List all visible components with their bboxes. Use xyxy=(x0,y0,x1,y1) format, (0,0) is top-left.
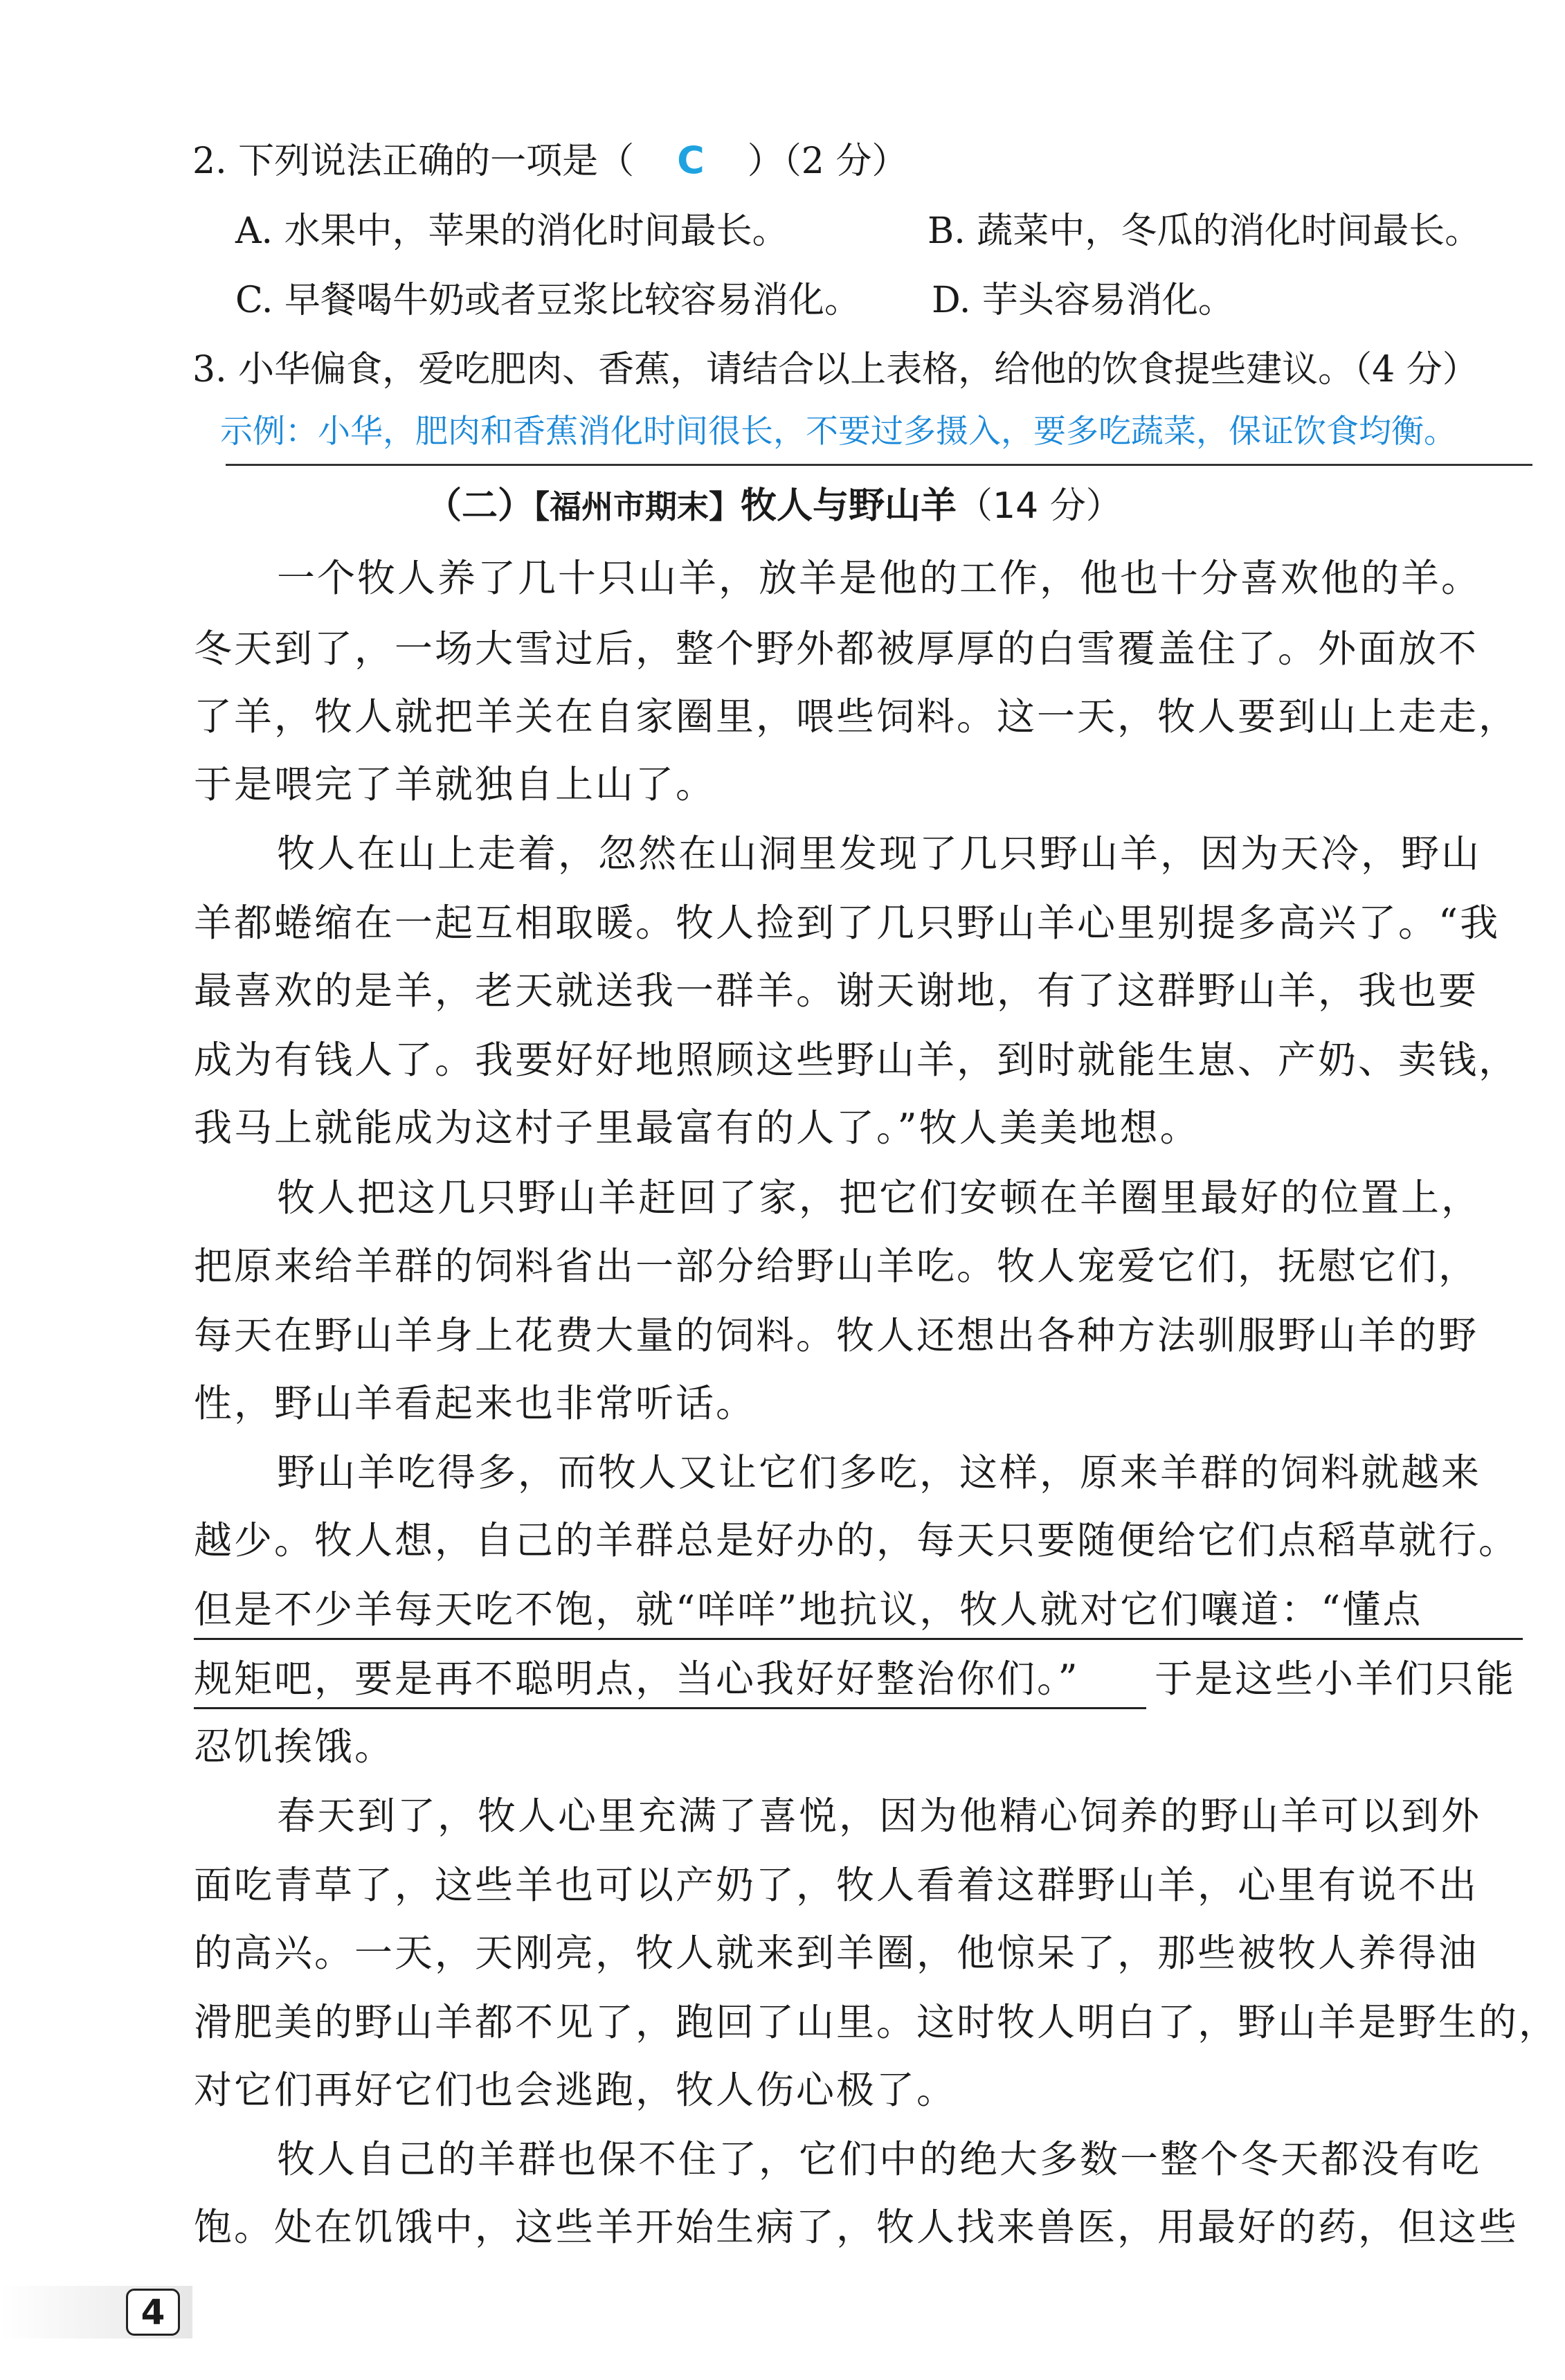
passage-line: 面吃青草了，这些羊也可以产奶了，牧人看着这群野山羊，心里有说不出 xyxy=(194,1863,1479,1907)
passage-line: 牧人在山上走着，忽然在山洞里发现了几只野山羊，因为天冷，野山 xyxy=(277,831,1482,876)
question-2-option-a: A. 水果中，苹果的消化时间最长。 xyxy=(235,210,788,252)
passage-line: 性，野山羊看起来也非常听话。 xyxy=(194,1381,757,1425)
passage-line-underlined: 规矩吧，要是再不聪明点，当心我好好整治你们。” xyxy=(194,1657,1080,1701)
passage-line: 春天到了，牧人心里充满了喜悦，因为他精心饲养的野山羊可以到外 xyxy=(277,1794,1482,1838)
question-3-stem: 3. 小华偏食，爱吃肥肉、香蕉，请结合以上表格，给他的饮食提些建议。（4 分） xyxy=(192,349,1478,390)
passage-line: 牧人把这几只野山羊赶回了家，把它们安顿在羊圈里最好的位置上， xyxy=(277,1175,1482,1220)
passage-line: 的高兴。一天，天刚亮，牧人就来到羊圈，他惊呆了，那些被牧人养得油 xyxy=(194,1931,1479,1975)
underline xyxy=(194,1707,1146,1709)
question-2-answer: C xyxy=(677,138,705,182)
passage-line: 了羊，牧人就把羊关在自家圈里，喂些饲料。这一天，牧人要到山上走走， xyxy=(194,694,1519,739)
question-2-stem-after: ）（2 分） xyxy=(747,141,908,182)
section-heading: 牧人与野山羊 xyxy=(741,485,957,527)
question-2-stem xyxy=(192,138,908,182)
passage-line: 牧人自己的羊群也保不住了，它们中的绝大多数一整个冬天都没有吃 xyxy=(277,2137,1482,2181)
passage-line-underlined: 但是不少羊每天吃不饱，就“咩咩”地抗议，牧人就对它们嚷道：“懂点 xyxy=(194,1587,1423,1632)
passage-line: 我马上就能成为这村子里最富有的人了。”牧人美美地想。 xyxy=(194,1106,1200,1150)
passage-line: 对它们再好它们也会逃跑，牧人伤心极了。 xyxy=(194,2068,957,2112)
section-title xyxy=(426,485,1122,527)
passage-line: 忍饥挨饿。 xyxy=(194,1724,395,1769)
passage-line: 羊都蜷缩在一起互相取暖。牧人捡到了几只野山羊心里别提多高兴了。“我 xyxy=(194,901,1501,945)
passage-line: 冬天到了，一场大雪过后，整个野外都被厚厚的白雪覆盖住了。外面放不 xyxy=(194,626,1479,671)
question-3-sample-answer: 示例：小华，肥肉和香蕉消化时间很长，不要过多摄入，要多吃蔬菜，保证饮食均衡。 xyxy=(220,413,1456,451)
page-number: 4 xyxy=(126,2289,180,2336)
question-2-option-c: C. 早餐喝牛奶或者豆浆比较容易消化。 xyxy=(235,280,860,321)
answer-rule-line xyxy=(226,464,1532,466)
question-2-stem-before: 2. 下列说法正确的一项是（ xyxy=(192,141,635,182)
passage-line: 成为有钱人了。我要好好地照顾这些野山羊，到时就能生崽、产奶、卖钱， xyxy=(194,1038,1519,1082)
passage-line: 越少。牧人想，自己的羊群总是好办的，每天只要随便给它们点稻草就行。 xyxy=(194,1518,1519,1562)
passage-line: 野山羊吃得多，而牧人又让它们多吃，这样，原来羊群的饲料就越来 xyxy=(277,1450,1482,1495)
passage-line: 于是这些小羊们只能 xyxy=(1155,1657,1517,1701)
passage-line: 饱。处在饥饿中，这些羊开始生病了，牧人找来兽医，用最好的药，但这些 xyxy=(194,2205,1519,2249)
underline xyxy=(194,1638,1523,1640)
passage-line: 一个牧人养了几十只山羊，放羊是他的工作，他也十分喜欢他的羊。 xyxy=(277,556,1482,600)
passage-line: 于是喂完了羊就独自上山了。 xyxy=(194,762,716,806)
passage-line: 每天在野山羊身上花费大量的饲料。牧人还想出各种方法驯服野山羊的野 xyxy=(194,1313,1479,1358)
passage-line: 把原来给羊群的饲料省出一部分给野山羊吃。牧人宠爱它们，抚慰它们， xyxy=(194,1244,1479,1288)
passage-line: 最喜欢的是羊，老天就送我一群羊。谢天谢地，有了这群野山羊，我也要 xyxy=(194,968,1479,1013)
question-2-option-d: D. 芋头容易消化。 xyxy=(932,280,1234,321)
section-source-tag: 【福州市期末】 xyxy=(534,488,741,525)
passage-line: 滑肥美的野山羊都不见了，跑回了山里。这时牧人明白了，野山羊是野生的， xyxy=(194,2000,1559,2044)
section-points: （14 分） xyxy=(957,485,1122,527)
question-2-option-b: B. 蔬菜中，冬瓜的消化时间最长。 xyxy=(928,210,1481,252)
section-number: （二） xyxy=(426,485,534,527)
